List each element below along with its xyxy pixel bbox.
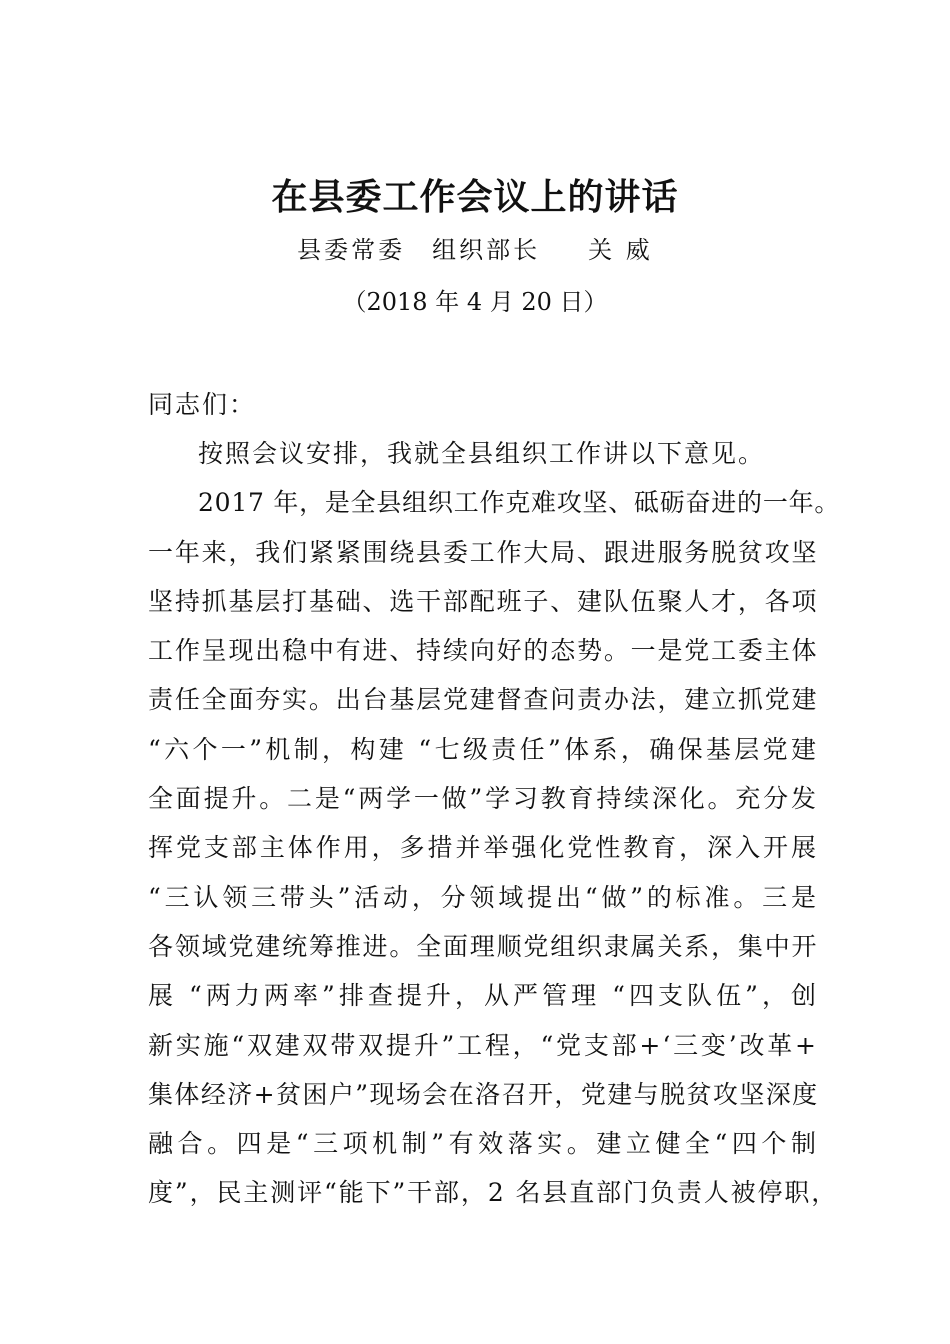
salutation: 同志们：	[148, 390, 257, 419]
body-line: “六个一”机制，构建 “七级责任”体系，确保基层党建	[148, 734, 818, 764]
body-line: 责任全面夯实。出台基层党建督查问责办法，建立抓党建	[148, 685, 819, 715]
body-line: 各领域党建统筹推进。全面理顺党组织隶属关系，集中开	[148, 931, 819, 961]
speech-date: （2018 年 4 月 20 日）	[342, 288, 608, 316]
body-line: 新实施“双建双带双提升”工程，“党支部+‘三变’改革+	[148, 1030, 818, 1060]
body-line: 集体经济+贫困户”现场会在洛召开，党建与脱贫攻坚深度	[148, 1079, 819, 1109]
body-line: 度”，民主测评“能下”干部，2 名县直部门负责人被停职，	[148, 1178, 839, 1208]
body-line: “三认领三带头”活动，分领域提出“做”的标准。三是	[148, 882, 818, 912]
body-line: 一年来，我们紧紧围绕县委工作大局、跟进服务脱贫攻坚	[148, 537, 819, 567]
body-line: 坚持抓基层打基础、选干部配班子、建队伍聚人才，各项	[148, 586, 819, 616]
body-line: 工作呈现出稳中有进、持续向好的态势。一是党工委主体	[148, 636, 819, 666]
body-paragraphs	[148, 429, 841, 1218]
body-line: 融合。四是“三项机制”有效落实。建立健全“四个制	[148, 1129, 818, 1159]
body-line: 按照会议安排，我就全县组织工作讲以下意见。	[198, 439, 766, 468]
body-line: 展 “两力两率”排查提升，从严管理 “四支队伍”，创	[148, 981, 818, 1011]
body-line: 挥党支部主体作用，多措并举强化党性教育，深入开展	[148, 833, 818, 863]
author-role: 县委常委 组织部长	[297, 236, 541, 264]
body-line: 2017 年，是全县组织工作克难攻坚、砥砺奋进的一年。	[198, 488, 841, 518]
document-title: 在县委工作会议上的讲话	[271, 176, 679, 218]
author-byline	[0, 230, 950, 270]
body-line: 全面提升。二是“两学一做”学习教育持续深化。充分发	[148, 784, 818, 814]
author-name: 关 威	[588, 236, 653, 264]
